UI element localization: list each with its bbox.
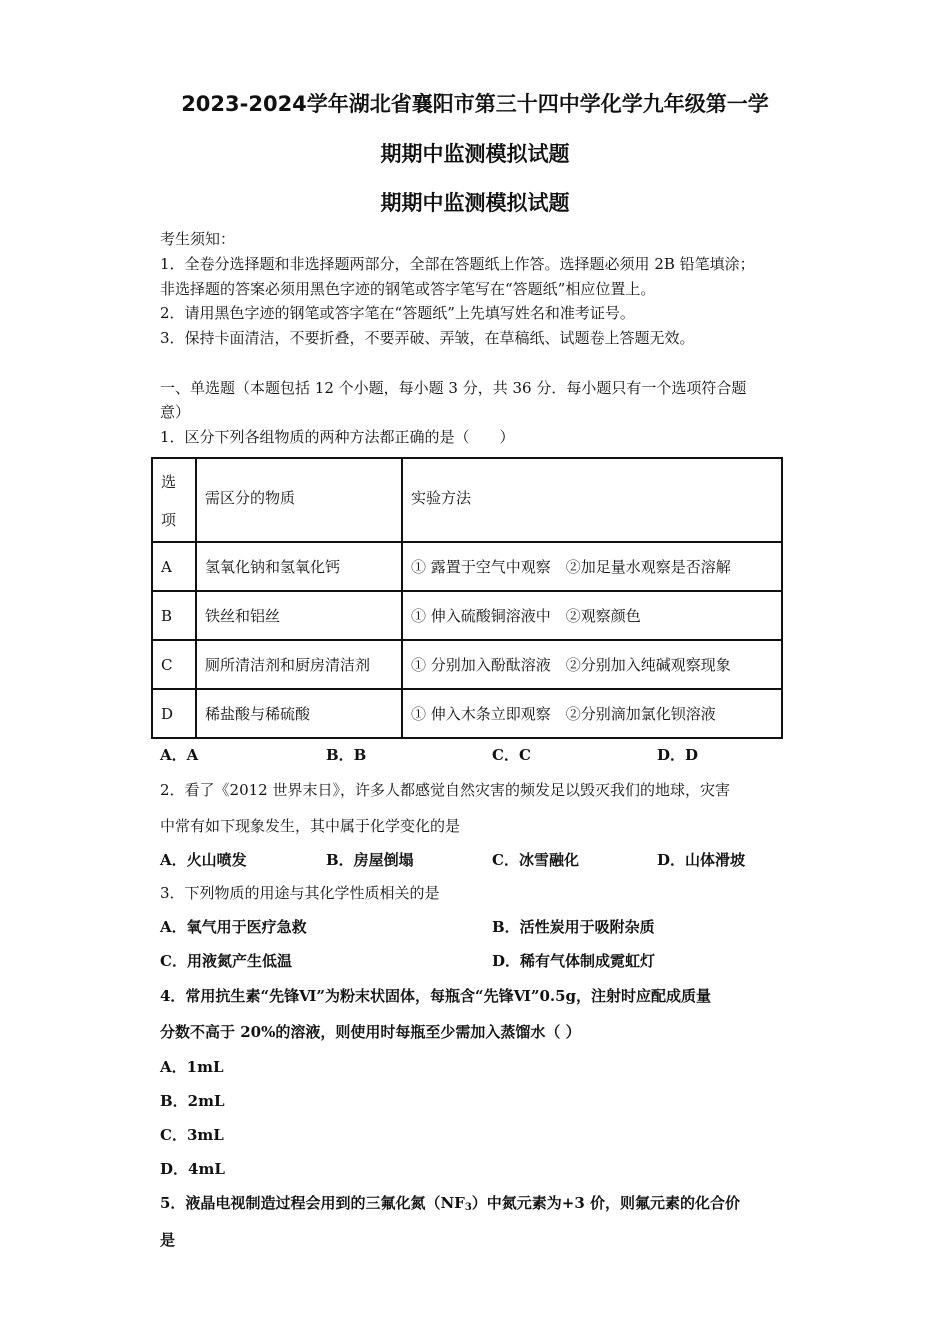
notice-line: 非选择题的答案必须用黑色字迹的钢笔或答字笔写在“答题纸”相应位置上。	[160, 280, 656, 298]
table-header-method: 实验方法	[402, 458, 782, 542]
question-5-stem-part-b: ）中氮元素为+3 价，则氟元素的化合价	[471, 1194, 741, 1212]
question-4-option-a[interactable]: A．1mL	[160, 1058, 224, 1076]
question-3-option-d[interactable]: D．稀有气体制成霓虹灯	[492, 952, 656, 970]
page-title-line-3: 期期中监测模拟试题	[380, 191, 570, 215]
page-title-line-2: 期期中监测模拟试题	[380, 142, 570, 166]
table-cell-method: ① 露置于空气中观察 ②加足量水观察是否溶解	[402, 542, 782, 591]
notice-heading: 考生须知：	[160, 230, 236, 248]
table-cell-method: ① 伸入硫酸铜溶液中 ②观察颜色	[402, 591, 782, 640]
question-3-stem: 3．下列物质的用途与其化学性质相关的是	[160, 884, 440, 902]
question-4-option-c[interactable]: C．3mL	[160, 1126, 224, 1144]
question-1-stem: 1．区分下列各组物质的两种方法都正确的是（ ）	[160, 428, 515, 446]
question-1-option-d[interactable]: D．D	[657, 746, 699, 764]
question-5-stem-subscript: 3	[464, 1202, 472, 1213]
page-title-line-1: 2023-2024学年湖北省襄阳市第三十四中学化学九年级第一学	[181, 92, 769, 116]
question-2-option-d[interactable]: D．山体滑坡	[657, 851, 746, 869]
question-2-option-b[interactable]: B．房屋倒塌	[326, 851, 414, 869]
question-2-stem-cont: 中常有如下现象发生，其中属于化学变化的是	[160, 817, 461, 835]
question-5-stem-part-a: 5．液晶电视制造过程会用到的三氟化氮（NF	[160, 1194, 465, 1212]
table-header-option-top: 选	[161, 473, 177, 491]
section-heading-cont: 意）	[160, 403, 191, 421]
question-4-option-b[interactable]: B．2mL	[160, 1092, 225, 1110]
notice-line: 1．全卷分选择题和非选择题两部分，全部在答题纸上作答。选择题必须用 2B 铅笔填涂；	[160, 255, 755, 273]
table-cell-substances: 铁丝和铝丝	[196, 591, 402, 640]
table-cell-option: B	[152, 591, 196, 640]
question-4-option-d[interactable]: D．4mL	[160, 1160, 225, 1178]
notice-line: 2．请用黑色字迹的钢笔或答字笔在“答题纸”上先填写姓名和准考证号。	[160, 304, 635, 322]
question-1-table	[151, 457, 783, 739]
question-1-option-c[interactable]: C．C	[492, 746, 531, 764]
table-cell-option: D	[152, 689, 196, 738]
table-header-option-bottom: 项	[161, 511, 177, 529]
question-4-stem: 4．常用抗生素“先锋Ⅵ”为粉末状固体，每瓶含“先锋Ⅵ”0.5g，注射时应配成质量	[160, 987, 712, 1005]
table-cell-option: C	[152, 640, 196, 689]
table-row	[152, 640, 782, 689]
question-4-stem-cont: 分数不高于 20%的溶液，则使用时每瓶至少需加入蒸馏水（ ）	[160, 1023, 581, 1041]
table-header-row	[152, 458, 782, 542]
table-header-substances: 需区分的物质	[196, 458, 402, 542]
table-cell-substances: 氢氧化钠和氢氧化钙	[196, 542, 402, 591]
question-5-stem	[160, 1192, 740, 1213]
table-cell-substances: 厕所清洁剂和厨房清洁剂	[196, 640, 402, 689]
section-heading: 一、单选题（本题包括 12 个小题，每小题 3 分，共 36 分．每小题只有一个选项符合题	[160, 379, 747, 397]
notice-line: 3．保持卡面清洁，不要折叠，不要弄破、弄皱，在草稿纸、试题卷上答题无效。	[160, 329, 695, 347]
table-row	[152, 689, 782, 738]
table-row	[152, 542, 782, 591]
question-5-stem-cont: 是	[160, 1231, 176, 1249]
table-row	[152, 591, 782, 640]
table-cell-method: ① 分别加入酚酞溶液 ②分别加入纯碱观察现象	[402, 640, 782, 689]
question-2-option-c[interactable]: C．冰雪融化	[492, 851, 579, 869]
question-1-option-a[interactable]: A．A	[160, 746, 199, 764]
question-3-option-c[interactable]: C．用液氮产生低温	[160, 952, 292, 970]
question-3-option-b[interactable]: B．活性炭用于吸附杂质	[492, 918, 655, 936]
question-2-stem: 2．看了《2012 世界末日》，许多人都感觉自然灾害的频发足以毁灭我们的地球，灾害	[160, 781, 730, 799]
question-2-option-a[interactable]: A．火山喷发	[160, 851, 247, 869]
table-cell-option: A	[152, 542, 196, 591]
table-cell-method: ① 伸入木条立即观察 ②分别滴加氯化钡溶液	[402, 689, 782, 738]
question-3-option-a[interactable]: A．氧气用于医疗急救	[160, 918, 307, 936]
table-cell-substances: 稀盐酸与稀硫酸	[196, 689, 402, 738]
table-header-option	[152, 458, 196, 542]
question-1-option-b[interactable]: B．B	[326, 746, 367, 764]
